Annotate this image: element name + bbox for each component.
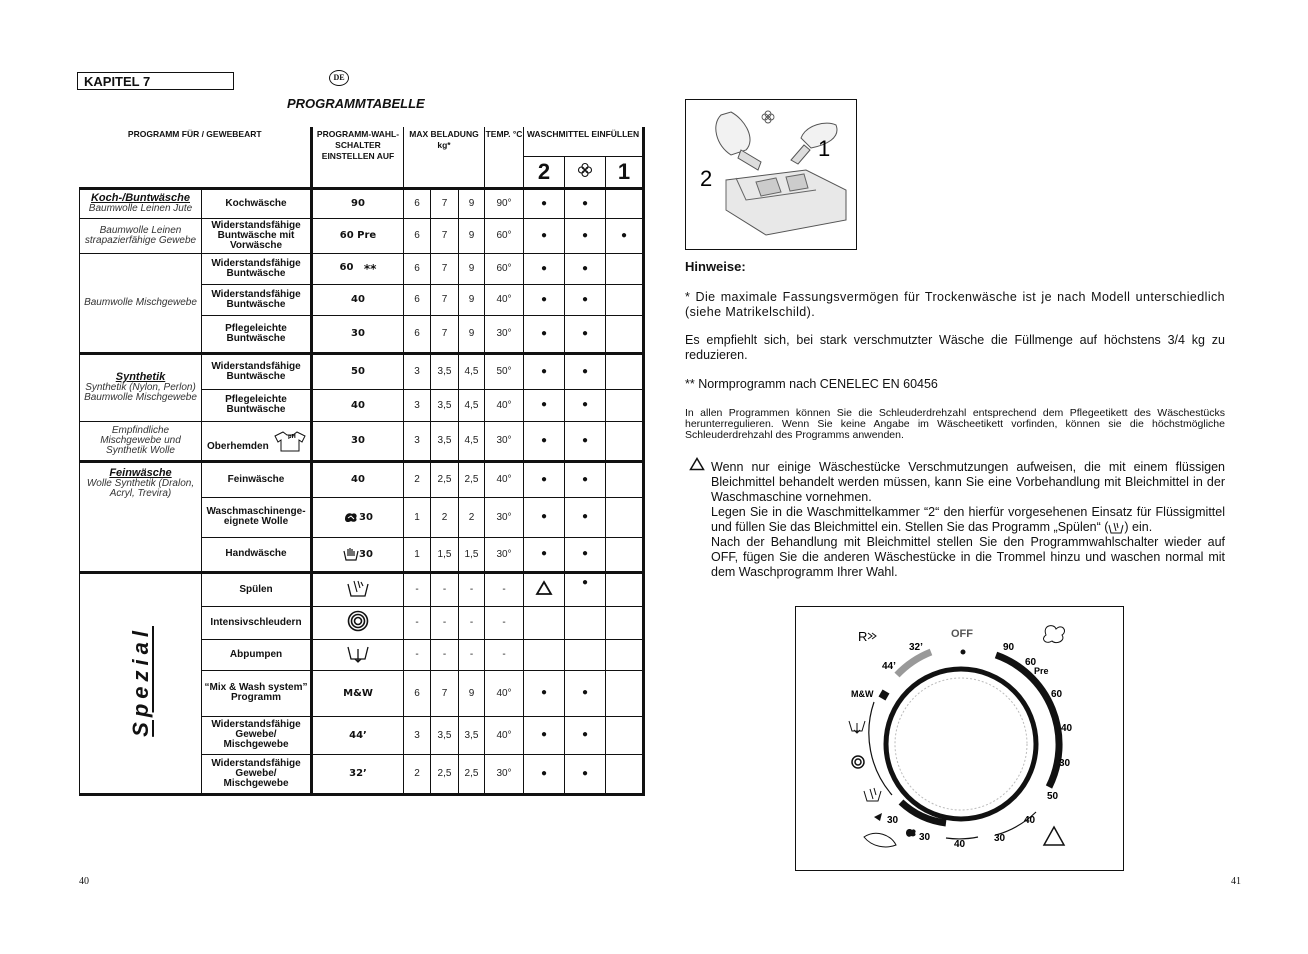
dot-cell: ● <box>565 353 606 389</box>
dot-cell: ● <box>524 253 565 284</box>
drain-icon <box>849 721 865 733</box>
group-spezial: Spezial <box>80 572 202 794</box>
dot-cell: ● <box>524 497 565 537</box>
temp-cell: 40° <box>485 461 524 497</box>
dot-cell <box>606 639 644 670</box>
spin-icon <box>852 756 864 768</box>
selector-value: 30 <box>312 421 404 461</box>
rinse-icon <box>1108 521 1124 535</box>
load-cell: 2 <box>404 461 431 497</box>
note-fill-amount: Es empfiehlt sich, bei stark verschmutzter Wäsche die Füllmenge auf höchstens 3/4 kg zu reduzieren. <box>685 333 1225 362</box>
load-cell: 2,5 <box>459 754 485 794</box>
handwash-icon <box>874 813 882 821</box>
page-number-right: 41 <box>1231 876 1241 887</box>
table-row-type: Widerstandsfähige Buntwäsche <box>202 253 312 284</box>
load-cell: - <box>431 639 459 670</box>
note-bleach-after: Nach der Behandlung mit Bleichmittel stellen Sie den Programmwahlschalter wieder auf OFF, fügen Sie die anderen Wäschestücke in die Trommel hinzu und waschen normal mit dem Waschprogramm Ihrer Wahl. <box>711 535 1225 579</box>
program-table <box>79 127 645 796</box>
note-capacity: * Die maximale Fassungsvermögen für Trockenwäsche ist je nach Modell unterschiedlich (siehe Matrikelschild). <box>685 290 1225 319</box>
rinse-hold-icon <box>858 629 876 644</box>
selector-value: 40 <box>312 461 404 497</box>
dot-cell <box>606 389 644 421</box>
load-cell: 2,5 <box>459 461 485 497</box>
handwash-icon <box>343 546 359 562</box>
note-spin-speed: In allen Programmen können Sie die Schleuderdrehzahl entsprechend dem Pflegeetikett des Wäschestücks herunterregulieren. Wenn Sie keine Angabe im Wäscheetikett vorfinden, können sie die höchstmögliche Schleuderdrehzahl des Programms anwenden. <box>685 407 1225 441</box>
easy-iron-triangle-icon <box>1044 827 1064 845</box>
selector-value: 90 <box>312 188 404 218</box>
detergent-drawer-illustration <box>685 99 857 250</box>
dot-cell: ● <box>565 572 606 606</box>
temp-cell: 30° <box>485 497 524 537</box>
table-row-type: Widerstandsfähige Buntwäsche mit Vorwäsche <box>202 218 312 253</box>
dot-cell: ● <box>524 284 565 315</box>
temp-cell: 60° <box>485 253 524 284</box>
table-row-type: Handwäsche <box>202 537 312 572</box>
selector-value: 50 <box>312 353 404 389</box>
selector-value: 30 <box>312 537 404 572</box>
load-cell: 3,5 <box>431 389 459 421</box>
dial-label-60: 60 <box>1051 689 1063 700</box>
dot-cell: ● <box>524 421 565 461</box>
program-dial <box>796 607 1123 870</box>
page-number-left: 40 <box>79 876 89 887</box>
load-cell: 3,5 <box>459 716 485 754</box>
dot-cell: ● <box>524 218 565 253</box>
warning-triangle-icon <box>689 457 705 476</box>
shirt-icon <box>271 430 309 452</box>
table-row-type: Feinwäsche <box>202 461 312 497</box>
dial-label-30b: 30 <box>994 833 1006 844</box>
dial-label-30: 30 <box>1059 758 1071 769</box>
dot-cell <box>565 606 606 639</box>
load-cell: 9 <box>459 315 485 353</box>
dot-cell: ● <box>524 716 565 754</box>
dot-cell <box>606 716 644 754</box>
dial-label-50: 50 <box>1047 791 1059 802</box>
temp-cell: 90° <box>485 188 524 218</box>
load-cell: 3 <box>404 716 431 754</box>
table-row-type: Widerstandsfähige Gewebe/ Mischgewebe <box>202 754 312 794</box>
dot-cell <box>606 421 644 461</box>
header-compartment-1: 1 <box>606 156 644 188</box>
header-program: PROGRAMM FÜR / GEWEBEART <box>80 127 312 188</box>
dot-cell: ● <box>565 218 606 253</box>
dot-cell: ● <box>524 537 565 572</box>
group-synthetik: Synthetik Synthetik (Nylon, Perlon) Baumwolle Mischgewebe <box>80 353 202 421</box>
temp-cell: 40° <box>485 716 524 754</box>
group-baumwolle: Baumwolle Mischgewebe <box>80 253 202 353</box>
note-bleach <box>711 460 1225 580</box>
dot-cell: ● <box>565 754 606 794</box>
dot-cell: ● <box>524 188 565 218</box>
dot-cell <box>606 754 644 794</box>
temp-cell: 40° <box>485 284 524 315</box>
dot-cell <box>606 497 644 537</box>
selector-value: M&W <box>312 670 404 716</box>
dot-cell: ● <box>565 670 606 716</box>
dial-label-90: 90 <box>1003 642 1015 653</box>
page-title: PROGRAMMTABELLE <box>287 96 425 111</box>
temp-cell: 60° <box>485 218 524 253</box>
temp-cell: - <box>485 572 524 606</box>
warning-triangle-icon <box>524 572 565 606</box>
load-cell: 2 <box>459 497 485 537</box>
detergent-drawer-icon <box>686 100 856 249</box>
load-cell: 7 <box>431 284 459 315</box>
load-cell: 9 <box>459 670 485 716</box>
table-row-type: Pflegeleichte Buntwäsche <box>202 315 312 353</box>
dot-cell <box>606 606 644 639</box>
dot-cell: ● <box>565 461 606 497</box>
load-cell: 3 <box>404 389 431 421</box>
temp-cell: 50° <box>485 353 524 389</box>
dial-label-30d: 30 <box>887 815 899 826</box>
table-row-type: Pflegeleichte Buntwäsche <box>202 389 312 421</box>
spin-icon <box>312 606 404 639</box>
load-cell: 2,5 <box>431 754 459 794</box>
selector-value: 40 <box>312 284 404 315</box>
selector-value: 44’ <box>312 716 404 754</box>
dot-cell <box>606 188 644 218</box>
dot-cell <box>524 639 565 670</box>
svg-text:pH: pH <box>287 433 296 440</box>
dot-cell <box>524 606 565 639</box>
table-row-type: Spülen <box>202 572 312 606</box>
dial-label-40c: 40 <box>954 839 966 850</box>
load-cell: 9 <box>459 284 485 315</box>
group-empfindlich: Empfindliche Mischgewebe und Synthetik Wolle <box>80 421 202 461</box>
load-cell: - <box>404 572 431 606</box>
rinse-icon <box>312 572 404 606</box>
table-row-type: “Mix & Wash system” Programm <box>202 670 312 716</box>
load-cell: 6 <box>404 284 431 315</box>
load-cell: 2 <box>431 497 459 537</box>
selector-value: 60 Pre <box>312 218 404 253</box>
load-cell: 2 <box>404 754 431 794</box>
chapter-box: KAPITEL 7 <box>77 72 234 90</box>
load-cell: 4,5 <box>459 389 485 421</box>
table-row-type: Widerstandsfähige Buntwäsche <box>202 284 312 315</box>
illustration-label-2: 2 <box>700 166 713 191</box>
load-cell: - <box>459 572 485 606</box>
note-bleach-instructions: Legen Sie in die Waschmittelkammer “2“ den hierfür vorgesehenen Einsatz für Flüssigmittel und füllen Sie das Bleichmittel ein. Stellen Sie das Programm „Spülen“ ( ) ein. <box>711 505 1225 534</box>
load-cell: 1 <box>404 537 431 572</box>
temp-cell: 30° <box>485 537 524 572</box>
dial-label-pre: Pre <box>1034 666 1049 676</box>
load-cell: 6 <box>404 315 431 353</box>
header-compartment-2: 2 <box>524 156 565 188</box>
dot-cell <box>565 639 606 670</box>
load-cell: 4,5 <box>459 421 485 461</box>
dot-cell: ● <box>606 218 644 253</box>
load-cell: 7 <box>431 315 459 353</box>
load-cell: 7 <box>431 188 459 218</box>
dot-cell <box>606 253 644 284</box>
dial-label-32: 32’ <box>909 642 923 653</box>
dot-cell: ● <box>565 421 606 461</box>
wool-icon <box>906 829 916 837</box>
load-cell: 9 <box>459 218 485 253</box>
group-koch: Koch-/Buntwäsche Baumwolle Leinen Jute <box>80 188 202 218</box>
header-temp: TEMP. °C <box>485 127 524 188</box>
dot-cell: ● <box>524 353 565 389</box>
load-cell: 3,5 <box>431 716 459 754</box>
table-row-type: Waschmaschinenge-eignete Wolle <box>202 497 312 537</box>
temp-cell: - <box>485 639 524 670</box>
dot-cell: ● <box>524 389 565 421</box>
wool-icon <box>343 510 359 524</box>
load-cell: 7 <box>431 218 459 253</box>
load-cell: 7 <box>431 253 459 284</box>
dot-cell: ● <box>524 670 565 716</box>
dial-off: OFF <box>951 628 973 640</box>
dot-cell: ● <box>565 315 606 353</box>
load-cell: 3,5 <box>431 353 459 389</box>
dot-cell <box>606 353 644 389</box>
load-cell: 1 <box>404 497 431 537</box>
dot-cell: ● <box>565 537 606 572</box>
selector-value: 32’ <box>312 754 404 794</box>
load-cell: - <box>459 639 485 670</box>
dot-cell <box>606 572 644 606</box>
load-cell: - <box>404 606 431 639</box>
dot-cell <box>606 315 644 353</box>
dial-label-40: 40 <box>1061 723 1073 734</box>
rinse-icon <box>864 788 881 801</box>
dial-label-60pre: 60 <box>1025 657 1037 668</box>
selector-value: 30 <box>312 315 404 353</box>
group-koch-b: Baumwolle Leinen strapazierfähige Gewebe <box>80 218 202 253</box>
program-dial-illustration <box>795 606 1124 871</box>
note-bleach-intro: Wenn nur einige Wäschestücke Verschmutzungen aufweisen, die mit einem flüssigen Bleichmittel behandelt werden müssen, kann Sie eine Vorbehandlung mit Bleichmittel in der Waschmaschine vornehmen. <box>711 460 1225 504</box>
dial-label-44: 44’ <box>882 661 896 672</box>
table-row-type: Widerstandsfähige Buntwäsche <box>202 353 312 389</box>
dot-cell <box>606 670 644 716</box>
header-selector: PROGRAMM-WAHL-SCHALTER EINSTELLEN AUF <box>312 127 404 188</box>
dot-cell <box>606 537 644 572</box>
load-cell: 3 <box>404 353 431 389</box>
table-row-type: Oberhemden pH <box>202 421 312 461</box>
selector-value: 30 <box>312 497 404 537</box>
flower-icon <box>565 156 606 188</box>
dial-label-30c: 30 <box>919 832 931 843</box>
load-cell: - <box>431 572 459 606</box>
load-cell: 6 <box>404 188 431 218</box>
dot-cell: ● <box>524 315 565 353</box>
load-cell: 3 <box>404 421 431 461</box>
temp-cell: - <box>485 606 524 639</box>
load-cell: 1,5 <box>431 537 459 572</box>
load-cell: - <box>459 606 485 639</box>
dot-cell: ● <box>565 284 606 315</box>
dot-cell: ● <box>565 253 606 284</box>
temp-cell: 30° <box>485 754 524 794</box>
notes-title: Hinweise: <box>685 259 746 274</box>
dot-cell <box>606 284 644 315</box>
dial-label-mw: M&W <box>851 689 874 699</box>
temp-cell: 40° <box>485 670 524 716</box>
selector-value: 40 <box>312 389 404 421</box>
dot-cell: ● <box>565 497 606 537</box>
load-cell: 6 <box>404 670 431 716</box>
feather-icon <box>864 833 896 847</box>
load-cell: 6 <box>404 253 431 284</box>
dot-cell: ● <box>565 716 606 754</box>
language-badge: DE <box>329 70 349 86</box>
dot-cell: ● <box>524 754 565 794</box>
load-cell: 2,5 <box>431 461 459 497</box>
temp-cell: 30° <box>485 421 524 461</box>
table-row-type: Abpumpen <box>202 639 312 670</box>
illustration-label-1: 1 <box>818 136 831 161</box>
dot-cell <box>606 461 644 497</box>
selector-value: 60 ** <box>312 253 404 284</box>
dot-cell: ● <box>524 461 565 497</box>
load-cell: 7 <box>431 670 459 716</box>
header-detergent: WASCHMITTEL EINFÜLLEN <box>524 127 644 156</box>
table-row-type: Intensivschleudern <box>202 606 312 639</box>
temp-cell: 40° <box>485 389 524 421</box>
load-cell: 3,5 <box>431 421 459 461</box>
note-norm-program: ** Normprogramm nach CENELEC EN 60456 <box>685 377 938 391</box>
dial-label-40b: 40 <box>1024 815 1036 826</box>
group-feinwaesche: Feinwäsche Wolle Synthetik (Dralon, Acryl, Trevira) <box>80 461 202 572</box>
load-cell: 1,5 <box>459 537 485 572</box>
table-row-type: Widerstandsfähige Gewebe/ Mischgewebe <box>202 716 312 754</box>
load-cell: 4,5 <box>459 353 485 389</box>
dot-cell: ● <box>565 389 606 421</box>
svg-text:R: R <box>858 629 868 644</box>
drain-icon <box>312 639 404 670</box>
load-cell: 6 <box>404 218 431 253</box>
load-cell: 9 <box>459 253 485 284</box>
header-max-load: MAX BELADUNG kg* <box>404 127 485 188</box>
cotton-icon <box>1044 626 1065 643</box>
load-cell: - <box>431 606 459 639</box>
table-row-type: Kochwäsche <box>202 188 312 218</box>
dot-cell: ● <box>565 188 606 218</box>
temp-cell: 30° <box>485 315 524 353</box>
load-cell: 9 <box>459 188 485 218</box>
load-cell: - <box>404 639 431 670</box>
